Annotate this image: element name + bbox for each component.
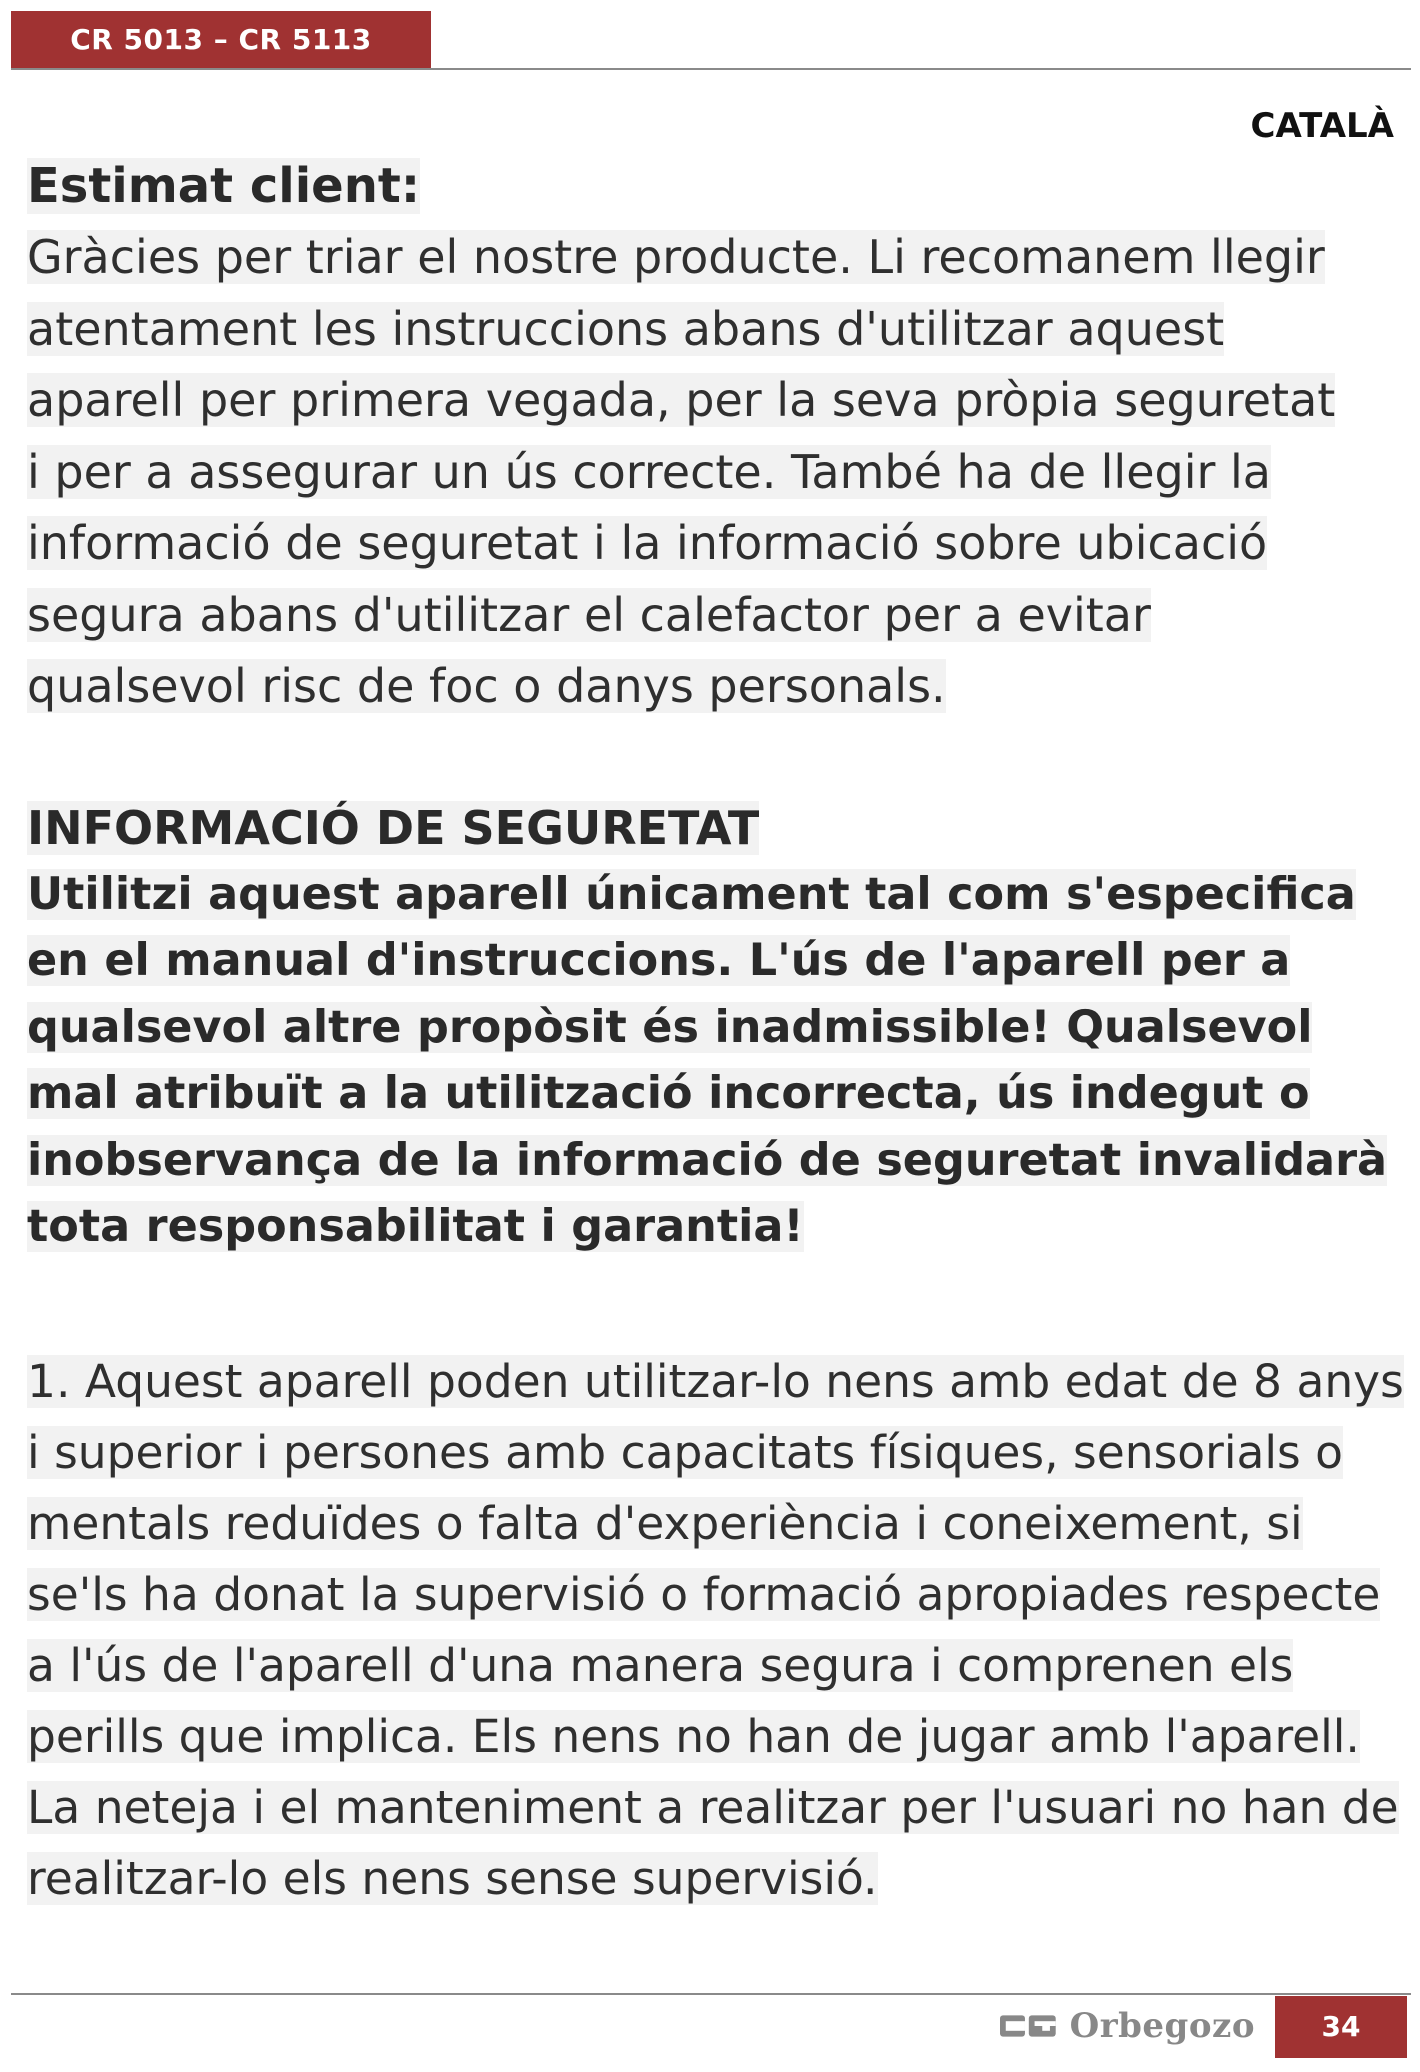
model-header-tab [11, 11, 431, 69]
safety-text: Utilitzi aquest aparell únicament tal com s'especifica en el manual d'instruccions. L'ús de l'aparell per a qualsevol altre propòsit és inadmissible! Qualsevol mal atribuït a la utilització incorrecta, ús indegut o inobservança de la informació de seguretat invalidarà tota responsabilitat i garantia! [27, 868, 1388, 1252]
safety-point [27, 1346, 1412, 1914]
model-label: CR 5013 – CR 5113 [70, 23, 372, 56]
greeting-block [27, 150, 1407, 222]
header-divider [11, 68, 1411, 70]
intro-text: Gràcies per triar el nostre producte. Li recomanem llegir atentament les instruccions abans d'utilitzar aquest aparell per primera vegada, per la seva pròpia seguretat i per a assegurar un ús correcte. També ha de llegir la informació de seguretat i la informació sobre ubicació segura abans d'utilitzar el calefactor per a evitar qualsevol risc de foc o danys personals. [27, 230, 1336, 713]
safety-title-block [27, 794, 1407, 862]
brand-name: Orbegozo [1069, 2006, 1255, 2046]
intro-paragraph [27, 222, 1347, 723]
safety-heading: INFORMACIÓ DE SEGURETAT [27, 800, 760, 855]
brand-logo [1000, 2000, 1255, 2052]
orbegozo-logo-icon [1000, 2011, 1058, 2041]
language-label: CATALÀ [1250, 106, 1394, 146]
safety-paragraph [27, 862, 1407, 1261]
greeting-heading: Estimat client: [27, 158, 421, 214]
page-content [27, 150, 1407, 1914]
page-number: 34 [1321, 2010, 1361, 2043]
footer-divider [11, 1993, 1411, 1995]
safety-point-text: 1. Aquest aparell poden utilitzar-lo nens amb edat de 8 anys i superior i persones amb capacitats físiques, sensorials o mentals reduïdes o falta d'experiència i coneixement, si se'ls ha donat la supervisió o formació apropiades respecte a l'ús de l'aparell d'una manera segura i comprenen els perills que implica. Els nens no han de jugar amb l'aparell. La neteja i el manteniment a realitzar per l'usuari no han de realitzar-lo els nens sense supervisió. [27, 1354, 1404, 1905]
page-number-tab [1275, 1996, 1407, 2058]
